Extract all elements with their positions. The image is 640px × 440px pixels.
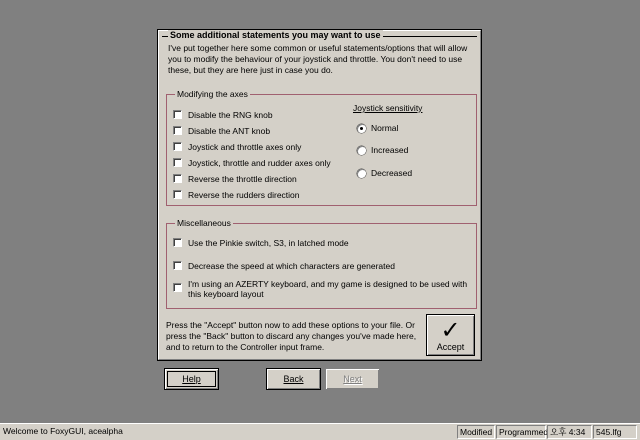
misc-group [166,218,477,309]
checkbox-disable-ant[interactable] [173,126,270,136]
radio-normal[interactable] [357,123,398,133]
radio-decreased[interactable] [357,168,412,178]
axes-group [166,89,477,206]
checkbox-box[interactable] [173,142,182,151]
checkbox-label: I'm using an AZERTY keyboard, and my game is designed to be used with this keyboard layout [188,279,468,299]
checkbox-label: Disable the ANT knob [188,126,271,136]
checkbox-label: Joystick, throttle and rudder axes only [188,158,331,168]
radio-label: Normal [371,123,399,133]
checkbox-label: Disable the RNG knob [188,110,273,120]
radio-icon[interactable] [357,169,366,178]
axes-group-title: Modifying the axes [177,89,248,99]
checkbox-reverse-throttle[interactable] [173,174,297,184]
footer-instructions: Press the "Accept" button now to add these options to your file. Or press the "Back" button to discard any changes you've made here, and to return to the Controller input frame. [166,320,417,352]
checkbox-box[interactable] [173,283,182,292]
checkbox-label: Decrease the speed at which characters are generated [188,261,395,271]
status-message: Welcome to FoxyGUI, acealpha [3,426,123,436]
checkbox-box[interactable] [173,158,182,167]
status-programmed: Programmed [496,425,546,439]
help-label: Help [182,374,201,384]
help-button[interactable] [164,368,219,390]
radio-label: Increased [371,145,409,155]
checkbox-box[interactable] [173,238,182,247]
checkbox-disable-rng[interactable] [173,110,273,120]
next-button[interactable] [325,368,380,390]
status-time: 오후 4:34 [547,425,592,439]
options-panel [157,29,482,361]
checkmark-icon: ✓ [440,316,461,344]
accept-label: Accept [436,342,465,352]
back-label: Back [283,374,304,384]
checkbox-decrease-char-speed[interactable] [173,261,395,271]
radio-selected-icon[interactable] [357,124,366,133]
checkbox-joystick-throttle-only[interactable] [173,142,301,152]
intro-text: I've put together here some common or useful statements/options that will allow you to modify the behaviour of your joystick and throttle. You don't need to use these, but they are here just in case you do. [168,43,468,75]
checkbox-box[interactable] [173,174,182,183]
misc-group-title: Miscellaneous [177,218,231,228]
checkbox-label: Use the Pinkie switch, S3, in latched mode [188,238,349,248]
checkbox-box[interactable] [173,110,182,119]
checkbox-label: Reverse the rudders direction [188,190,300,200]
checkbox-box[interactable] [173,126,182,135]
radio-increased[interactable] [357,145,408,155]
radio-label: Decreased [371,168,413,178]
checkbox-label: Joystick and throttle axes only [188,142,302,152]
sensitivity-title: Joystick sensitivity [353,103,423,113]
status-modified: Modified [457,425,495,439]
status-bar [0,423,640,440]
panel-title: Some additional statements you may want to use [170,30,381,40]
next-label: Next [343,374,362,384]
checkbox-azerty-keyboard[interactable] [173,279,468,299]
checkbox-reverse-rudders[interactable] [173,190,300,200]
checkbox-box[interactable] [173,261,182,270]
back-button[interactable] [266,368,321,390]
status-file: 545.lfg [593,425,637,439]
accept-button[interactable] [426,314,475,356]
checkbox-pinkie-latched[interactable] [173,238,349,248]
checkbox-label: Reverse the throttle direction [188,174,297,184]
radio-icon[interactable] [357,146,366,155]
checkbox-joystick-throttle-rudder[interactable] [173,158,331,168]
checkbox-box[interactable] [173,190,182,199]
